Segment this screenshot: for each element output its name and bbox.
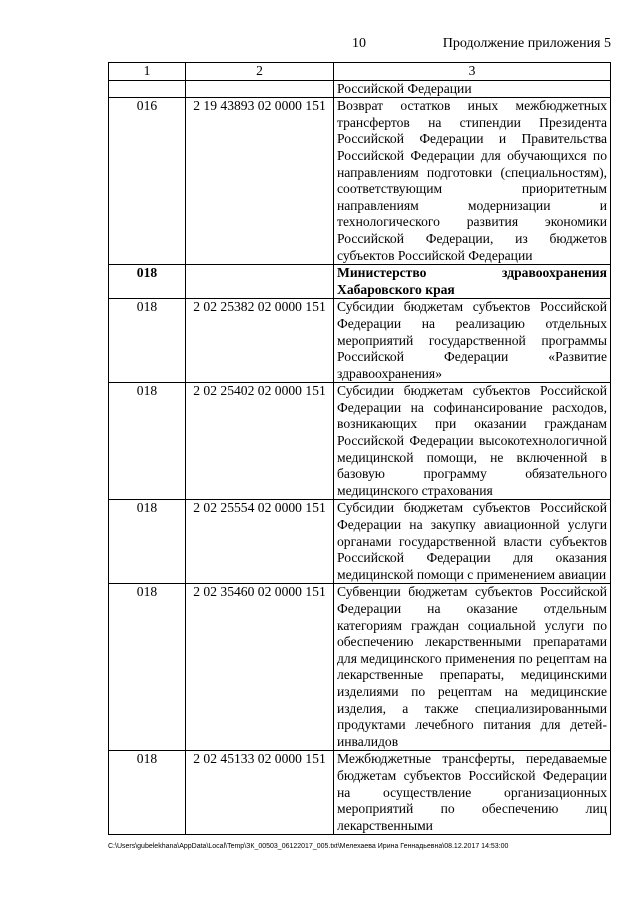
table-row: [109, 299, 611, 383]
column-number-row: [109, 63, 611, 81]
column-number: 2: [186, 63, 334, 81]
admin-code-cell: 018: [109, 265, 186, 299]
description-cell: Субвенции бюджетам субъектов Российской Федерации на оказание отдельным категориям граждан социальной услуги по обеспечению лекарственными препаратами для медицинского применения по рецептам на лекарственные препараты, медицинскими изделиями по рецептам на медицинские изделия, а также специализированными продуктами лечебного питания для детей-инвалидов: [334, 584, 611, 751]
revenue-code-cell: 2 02 25382 02 0000 151: [186, 299, 334, 383]
admin-code-cell: 018: [109, 383, 186, 500]
description-cell: Субсидии бюджетам субъектов Российской Федерации на закупку авиационной услуги органами государственной власти субъектов Российской Федерации для оказания медицинской помощи с применением авиации: [334, 500, 611, 584]
admin-code-cell: 018: [109, 751, 186, 835]
revenue-code-cell: [186, 265, 334, 299]
column-number: 3: [334, 63, 611, 81]
admin-code-cell: 018: [109, 500, 186, 584]
table-row: [109, 265, 611, 299]
admin-code-cell: [109, 80, 186, 98]
page-number: 10: [352, 36, 366, 51]
description-cell: Субсидии бюджетам субъектов Российской Федерации на софинансирование расходов, возникающих при оказании гражданам Российской Федерации высокотехнологичной медицинской помощи, не включенной в базовую программу обязательного медицинского страхования: [334, 383, 611, 500]
table-row: [109, 98, 611, 265]
revenue-code-cell: 2 02 45133 02 0000 151: [186, 751, 334, 835]
description-cell: Субсидии бюджетам субъектов Российской Федерации на реализацию отдельных мероприятий государственной программы Российской Федерации «Развитие здравоохранения»: [334, 299, 611, 383]
table-row: [109, 500, 611, 584]
admin-code-cell: 016: [109, 98, 186, 265]
table-row: [109, 584, 611, 751]
revenue-code-cell: 2 19 43893 02 0000 151: [186, 98, 334, 265]
admin-code-cell: 018: [109, 584, 186, 751]
revenue-code-cell: [186, 80, 334, 98]
table-row: [109, 383, 611, 500]
description-cell: Российской Федерации: [334, 80, 611, 98]
revenue-codes-table: [108, 62, 611, 835]
admin-code-cell: 018: [109, 299, 186, 383]
revenue-code-cell: 2 02 25554 02 0000 151: [186, 500, 334, 584]
file-path-footer: C:\Users\gubelekhana\AppData\Local\Temp\ЗК_00503_06122017_005.txt\Мелехаева Ирина Геннадьевна\08.12.2017 14:53:00: [108, 843, 509, 850]
revenue-code-cell: 2 02 25402 02 0000 151: [186, 383, 334, 500]
appendix-continuation-title: Продолжение приложения 5: [442, 36, 611, 51]
description-cell: Межбюджетные трансферты, передаваемые бюджетам субъектов Российской Федерации на осуществление организационных мероприятий по обеспечению лиц лекарственными: [334, 751, 611, 835]
description-cell: Возврат остатков иных межбюджетных трансфертов на стипендии Президента Российской Федерации и Правительства Российской Федерации для обучающихся по направлениям подготовки (специальностям), соответствующим приоритетным направлениям модернизации и технологического развития экономики Российской Федерации, из бюджетов субъектов Российской Федерации: [334, 98, 611, 265]
revenue-code-cell: 2 02 35460 02 0000 151: [186, 584, 334, 751]
table-row: [109, 80, 611, 98]
table-row: [109, 751, 611, 835]
column-number: 1: [109, 63, 186, 81]
description-cell: Министерство здравоохранения Хабаровского края: [334, 265, 611, 299]
